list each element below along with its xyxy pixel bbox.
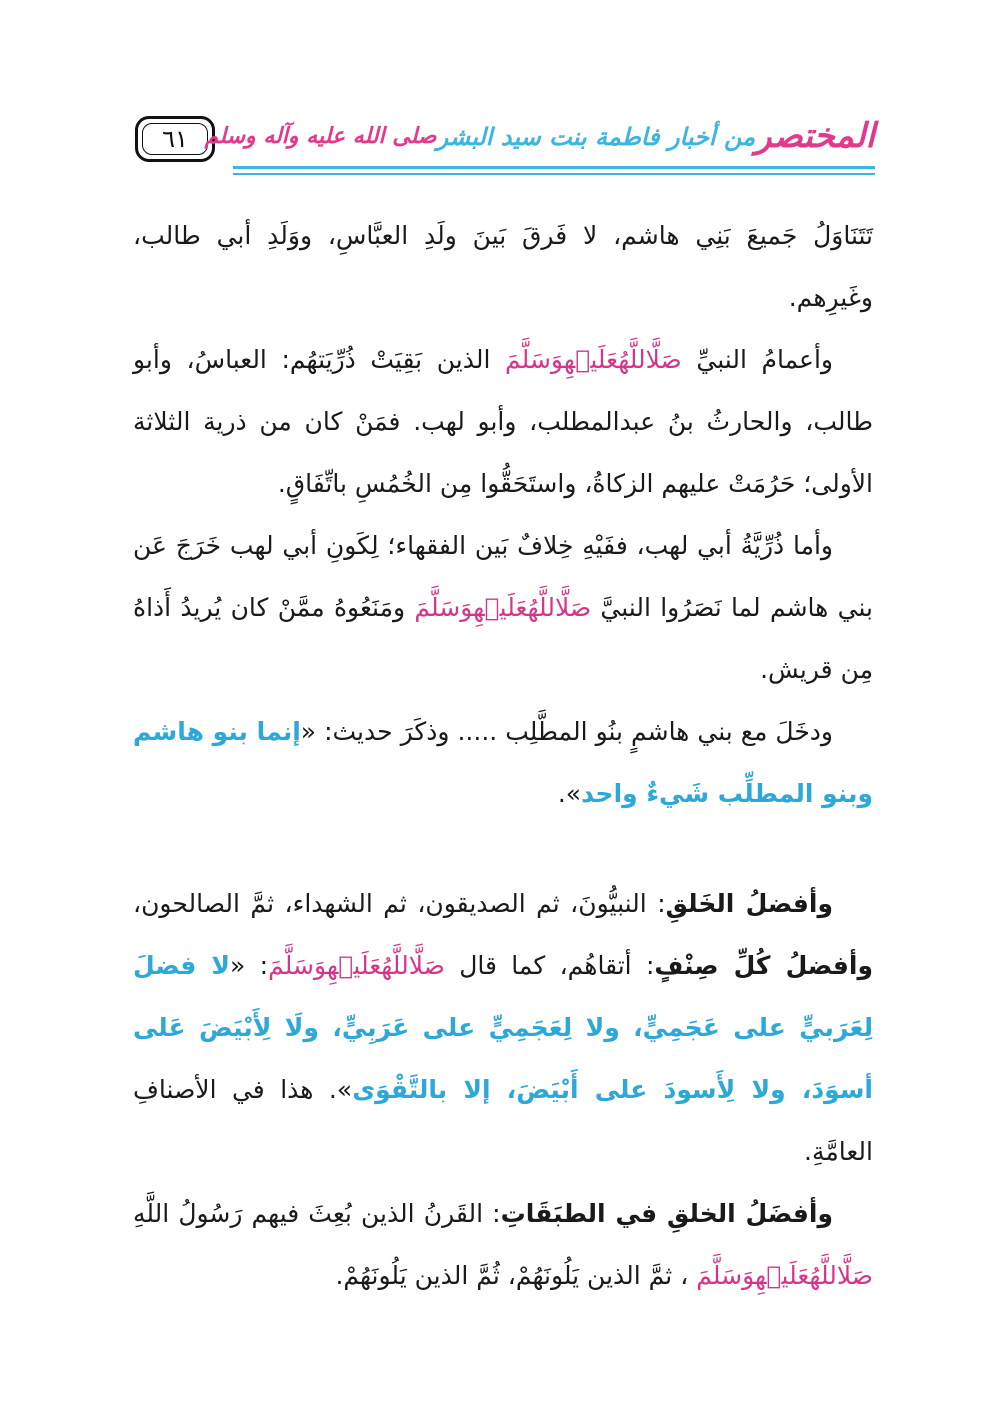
header-rule-thin [233,173,875,175]
paragraph-5-text-a: : النبيُّونَ، ثم الصديقون، ثم الشهداء، ثمَّ الصالحون، [133,889,666,918]
title-main: المختصر [755,116,875,156]
header-rule [233,166,875,169]
paragraph-3 [133,515,873,701]
paragraph-5-text-d: ». هذا في الأصنافِ العامَّةِ. [133,1075,873,1166]
title-subtitle: من أخبار فاطمة بنت سيد البشر [436,121,756,151]
page-body [133,205,873,1307]
salawat-phrase: صَلَّاللَّهُعَلَيۡهِوَسَلَّمَ [696,1261,873,1290]
salawat-phrase: صَلَّاللَّهُعَلَيۡهِوَسَلَّمَ [414,593,592,622]
paragraph-1-text: تَتَنَاوَلُ جَميعَ بَنِي هاشم، لا فَرقَ بَينَ ولَدِ العبَّاسِ، ووَلَدِ أبي طالب، وغَيرِهم. [133,221,873,312]
page-number: ٦١ [162,125,188,153]
paragraph-5-heading-1: وأفضلُ الخَلقِ [665,889,833,918]
paragraph-2-text-a: وأعمامُ النبيِّ [696,345,833,374]
paragraph-5 [133,873,873,1183]
paragraph-6-text-b: ، ثمَّ الذين يَلُونَهُمْ، ثُمَّ الذين يَلُونَهُمْ. [335,1261,689,1290]
paragraph-5-heading-2: وأفضلُ كُلِّ صِنْفٍ [654,951,873,980]
paragraph-2 [133,329,873,515]
paragraph-2-text-b: الذين بَقِيَتْ ذُرِّيَتهُم: العباسُ، وأبو طالب، والحارثُ بنُ عبدالمطلب، وأبو لهب. فمَنْ كان من ذرية الثلاثة الأولى؛ حَرُمَتْ عليهم الزكاةُ، واستَحَقُّوا مِن الخُمُسِ باتِّفَاقٍ. [133,345,873,498]
title-salawat: صلى الله عليه وآله وسلم [204,123,437,149]
paragraph-4-text-a: ودخَلَ مع بني هاشمٍ بنُو المطَّلِب ..... وذكَرَ حديث: « [300,717,833,746]
paragraph-6-heading: وأفضَلُ الخلقِ في الطبَقَاتِ [500,1199,833,1228]
salawat-phrase: صَلَّاللَّهُعَلَيۡهِوَسَلَّمَ [505,345,682,374]
paragraph-6-text-a: : القَرنُ الذين بُعِثَ فيهم رَسُولُ اللَّهِ [133,1199,501,1228]
paragraph-5-text-b: : أتقاهُم، كما قال [459,951,655,980]
page-number-frame [135,116,215,162]
page-header [135,108,875,178]
paragraph-4 [133,701,873,825]
paragraph-6 [133,1183,873,1307]
salawat-phrase: صَلَّاللَّهُعَلَيۡهِوَسَلَّمَ [268,951,445,980]
paragraph-3-text-a: وأما ذُرِّيَّةُ أبي لهب، ففَيْهِ خِلافٌ بَين الفقهاء؛ لِكَونِ أبي لهب خَرَجَ عَن بني هاشم لما نَصَرُوا النبيَّ [133,531,873,622]
hadith-quote: لا فضلَ لِعَرَبيٍّ على عَجَمِيٍّ، ولا لِعَجَمِيٍّ على عَرَبِيٍّ، ولَا لِأَبْيَضَ عَلى أسوَدَ، ولا لِأَسودَ على أَبْيَضَ، إلا بالتَّقْوَى [133,951,873,1104]
paragraph-1 [133,205,873,329]
hadith-quote: إنما بنو هاشم وبنو المطلِّب شَيءٌ واحد [133,717,873,808]
running-title [204,108,875,164]
paragraph-4-text-b: ». [557,779,582,808]
paragraph-3-text-b: ومَنَعُوهُ ممَّنْ كان يُريدُ أَذاهُ مِن قريش. [133,593,873,684]
paragraph-5-text-c: : « [230,951,269,980]
